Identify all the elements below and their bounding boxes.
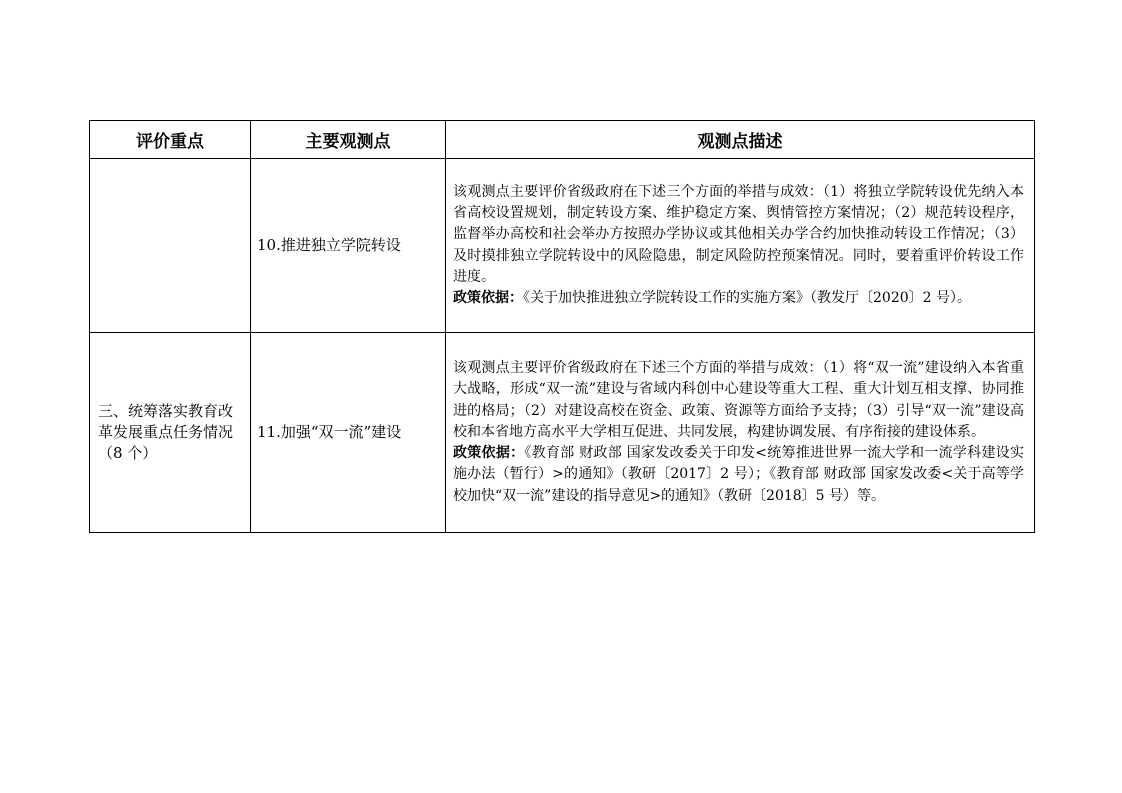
observation-description-cell [446, 159, 1035, 333]
evaluation-focus-cell: 三、统筹落实教育改革发展重点任务情况（8 个） [90, 333, 251, 533]
policy-basis-label: 政策依据： [453, 445, 525, 462]
policy-basis-label: 政策依据： [453, 290, 523, 307]
table-row [90, 333, 1035, 533]
policy-basis [453, 443, 1024, 507]
observation-description-cell [446, 333, 1035, 533]
header-evaluation-focus: 评价重点 [90, 121, 251, 159]
description-text: 该观测点主要评价省级政府在下述三个方面的举措与成效：（1）将“双一流”建设纳入本省重大战略，形成“双一流”建设与省域内科创中心建设等重大工程、重大计划互相支撑、协同推进的格局；（2）对建设高校在资金、政策、资源等方面给予支持；（3）引导“双一流”建设高校和本省地方高水平大学相互促进、共同发展，构建协调发展、有序衔接的建设体系。 [453, 359, 1024, 440]
header-observation-description: 观测点描述 [446, 121, 1035, 159]
table-row [90, 159, 1035, 333]
evaluation-focus-cell [90, 159, 251, 333]
policy-basis-text: 《关于加快推进独立学院转设工作的实施方案》（教发厅〔2020〕2 号）。 [523, 290, 971, 307]
header-row [90, 121, 1035, 159]
observation-point-cell: 10.推进独立学院转设 [251, 159, 446, 333]
observation-point-cell: 11.加强“双一流”建设 [251, 333, 446, 533]
policy-basis [453, 288, 1024, 309]
header-main-observation-point: 主要观测点 [251, 121, 446, 159]
description-text: 该观测点主要评价省级政府在下述三个方面的举措与成效：（1）将独立学院转设优先纳入本省高校设置规划，制定转设方案、维护稳定方案、舆情管控方案情况；（2）规范转设程序，监督举办高校和社会举办方按照办学协议或其他相关办学合约加快推动转设工作情况；（3）及时摸排独立学院转设中的风险隐患，制定风险防控预案情况。同时，要着重评价转设工作进度。 [453, 183, 1024, 285]
policy-basis-text: 《教育部 财政部 国家发改委关于印发<统筹推进世界一流大学和一流学科建设实施办法（暂行）>的通知》（教研〔2017〕2 号）；《教育部 财政部 国家发改委<关于高等学校加快“双一流”建设的指导意见>的通知》（教研〔2018〕5 号）等。 [453, 445, 1024, 504]
evaluation-table [89, 120, 1035, 533]
